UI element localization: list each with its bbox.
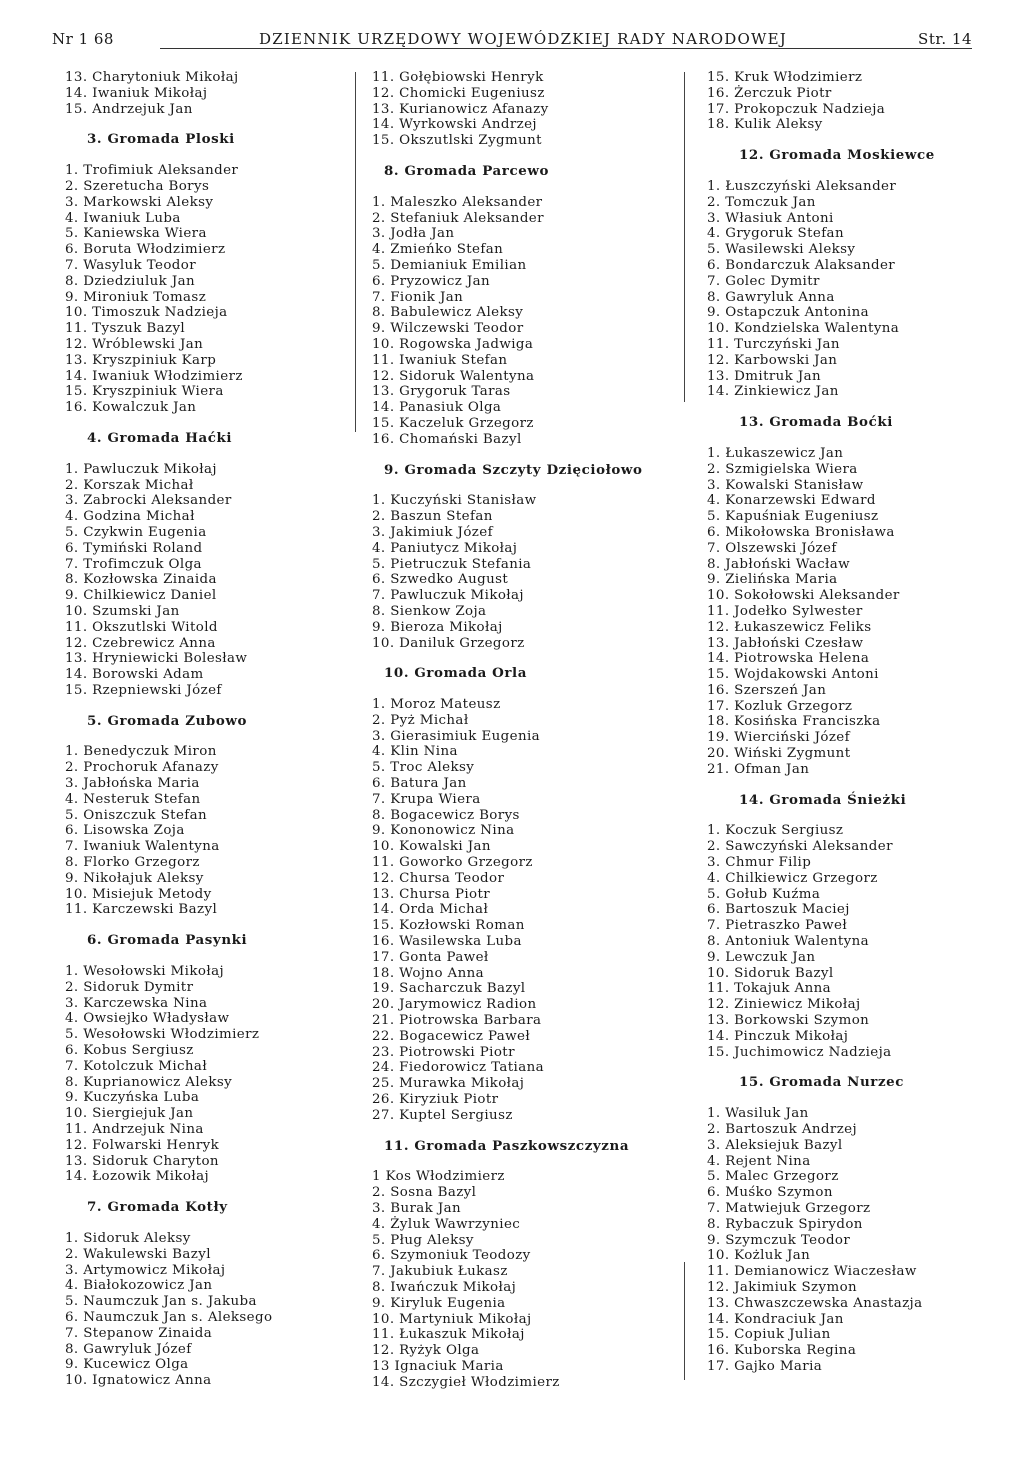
column-divider	[684, 1262, 685, 1380]
list-item: 21. Piotrowska Barbara	[372, 1013, 542, 1029]
list-item: 6. Bondarczuk Alaksander	[707, 257, 896, 273]
list-item: 9. Mironiuk Tomasz	[65, 289, 207, 305]
issue-number: Nr 1 68	[52, 30, 114, 48]
list-item: 7. Golec Dymitr	[707, 273, 820, 289]
column-divider	[355, 72, 356, 432]
list-item: 4. Zmieńko Stefan	[372, 242, 504, 258]
list-item: 14. Iwaniuk Mikołaj	[65, 85, 208, 101]
list-item: 1. Benedyczuk Miron	[65, 744, 217, 760]
list-item: 5. Wasilewski Aleksy	[707, 242, 856, 258]
list-item: 1. Trofimiuk Aleksander	[65, 163, 239, 179]
list-item: 2. Sosna Bazyl	[372, 1185, 477, 1201]
list-item: 13. Chursa Piotr	[372, 886, 491, 902]
list-item: 2. Sawczyński Aleksander	[707, 839, 893, 855]
list-item: 17. Kozluk Grzegorz	[707, 698, 853, 714]
list-item: 1. Kuczyński Stanisław	[372, 493, 537, 509]
list-item: 1. Wesołowski Mikołaj	[65, 964, 224, 980]
list-item: 3. Zabrocki Aleksander	[65, 493, 232, 509]
list-item: 13. Borkowski Szymon	[707, 1013, 870, 1029]
list-item: 20. Jarymowicz Radion	[372, 997, 537, 1013]
list-item: 7. Fionik Jan	[372, 289, 464, 305]
list-item: 13. Jabłoński Czesław	[707, 635, 864, 651]
gromada-title: 10. Gromada Orla	[384, 665, 528, 682]
list-item: 1. Sidoruk Aleksy	[65, 1231, 191, 1246]
list-item: 15. Kozłowski Roman	[372, 918, 525, 934]
list-item: 5. Gołub Kuźma	[707, 886, 821, 902]
list-item: 3. Własiuk Antoni	[707, 210, 834, 226]
list-item: 6. Lisowska Zoja	[65, 823, 185, 839]
list-item: 15. Andrzejuk Jan	[65, 101, 193, 117]
list-item: 14. Łozowik Mikołaj	[65, 1169, 210, 1185]
list-item: 4. Białokozowicz Jan	[65, 1278, 213, 1294]
list-item: 4. Owsiejko Władysław	[65, 1011, 230, 1027]
list-item: 12. Ryżyk Olga	[372, 1343, 480, 1359]
gromada-title: 4. Gromada Haćki	[87, 429, 233, 446]
list-item: 17. Gajko Maria	[707, 1358, 823, 1374]
list-item: 15. Kruk Włodzimierz	[707, 70, 863, 85]
list-item: 13. Sidoruk Charyton	[65, 1153, 219, 1169]
list-item: 7. Stepanow Zinaida	[65, 1325, 213, 1341]
list-item: 2. Korszak Michał	[65, 477, 194, 493]
list-item: 3. Jodła Jan	[372, 226, 455, 242]
list-item: 5. Kaniewska Wiera	[65, 226, 207, 242]
list-item: 8. Iwańczuk Mikołaj	[372, 1279, 517, 1295]
list-item: 9. Chilkiewicz Daniel	[65, 588, 217, 604]
column-2	[372, 70, 672, 1391]
gromada-title: 12. Gromada Moskiewce	[739, 147, 935, 164]
list-item: 4. Konarzewski Edward	[707, 493, 876, 509]
list-item: 14. Pinczuk Mikołaj	[707, 1028, 849, 1044]
list-item: 7. Matwiejuk Grzegorz	[707, 1201, 871, 1216]
list-item: 24. Fiedorowicz Tatiana	[372, 1060, 545, 1076]
list-item: 6. Muśko Szymon	[707, 1185, 833, 1201]
list-item: 15. Wojdakowski Antoni	[707, 667, 879, 683]
list-item: 4. Paniutycz Mikołaj	[372, 540, 518, 556]
list-item: 7. Krupa Wiera	[372, 791, 481, 807]
list-item: 10. Siergiejuk Jan	[65, 1106, 194, 1122]
list-item: 1 Kos Włodzimierz	[372, 1169, 505, 1185]
list-item: 4. Iwaniuk Luba	[65, 210, 181, 226]
list-item: 17. Prokopczuk Nadzieja	[707, 101, 886, 117]
list-item: 17. Gonta Paweł	[372, 949, 489, 965]
list-item: 25. Murawka Mikołaj	[372, 1076, 525, 1092]
header-rule	[160, 48, 972, 49]
list-item: 14. Zinkiewicz Jan	[707, 384, 839, 400]
list-item: 5. Troc Aleksy	[372, 760, 475, 776]
gromada-title: 14. Gromada Śnieżki	[739, 791, 907, 808]
list-item: 10. Timoszuk Nadzieja	[65, 305, 228, 321]
list-item: 8. Kuprianowicz Aleksy	[65, 1074, 233, 1090]
list-item: 13. Grygoruk Taras	[372, 384, 511, 400]
column-1	[65, 70, 355, 1389]
list-item: 2. Bartoszuk Andrzej	[707, 1122, 858, 1138]
list-item: 13. Chwaszczewska Anastazja	[707, 1295, 923, 1311]
list-item: 6. Szymoniuk Teodozy	[372, 1248, 531, 1264]
list-item: 13. Hryniewicki Bolesław	[65, 651, 248, 667]
list-item: 14. Orda Michał	[372, 902, 489, 918]
list-item: 6. Pryzowicz Jan	[372, 273, 491, 289]
list-item: 22. Bogacewicz Paweł	[372, 1028, 531, 1044]
list-item: 2. Wakulewski Bazyl	[65, 1246, 211, 1262]
list-item: 2. Pyż Michał	[372, 712, 469, 728]
gromada-title: 9. Gromada Szczyty Dzięciołowo	[384, 461, 643, 478]
list-item: 18. Kosińska Franciszka	[707, 714, 881, 730]
list-item: 12. Wróblewski Jan	[65, 336, 204, 352]
list-item: 10. Rogowska Jadwiga	[372, 336, 534, 352]
list-item: 3. Artymowicz Mikołaj	[65, 1262, 226, 1278]
list-item: 11. Gołębiowski Henryk	[372, 70, 544, 85]
list-item: 10. Misiejuk Metody	[65, 886, 212, 902]
list-item: 9. Nikołajuk Aleksy	[65, 870, 204, 886]
list-item: 1. Łukaszewicz Jan	[707, 445, 844, 461]
list-item: 8. Babulewicz Aleksy	[372, 305, 524, 321]
list-item: 6. Kobus Sergiusz	[65, 1043, 194, 1059]
list-item: 11. Karczewski Bazyl	[65, 902, 218, 918]
list-item: 5. Wesołowski Włodzimierz	[65, 1027, 260, 1043]
list-item: 12. Folwarski Henryk	[65, 1137, 220, 1153]
list-item: 16. Chomański Bazyl	[372, 431, 522, 447]
list-item: 18. Kulik Aleksy	[707, 117, 823, 133]
list-item: 3. Aleksiejuk Bazyl	[707, 1137, 843, 1153]
list-item: 11. Jodełko Sylwester	[707, 603, 863, 619]
list-item: 9. Lewczuk Jan	[707, 949, 816, 965]
list-item: 4. Chilkiewicz Grzegorz	[707, 870, 878, 886]
list-item: 3. Jabłońska Maria	[65, 776, 200, 792]
list-item: 1. Łuszczyński Aleksander	[707, 178, 897, 194]
list-item: 9. Wilczewski Teodor	[372, 321, 524, 337]
list-item: 9. Ostapczuk Antonina	[707, 305, 870, 321]
list-item: 9. Kononowicz Nina	[372, 823, 515, 839]
list-item: 10. Martyniuk Mikołaj	[372, 1311, 532, 1327]
list-item: 13. Charytoniuk Mikołaj	[65, 70, 239, 85]
list-item: 8. Rybaczuk Spirydon	[707, 1216, 863, 1232]
list-item: 1. Moroz Mateusz	[372, 697, 501, 713]
column-3	[707, 70, 1007, 1375]
list-item: 14. Borowski Adam	[65, 667, 204, 683]
list-item: 4. Żyluk Wawrzyniec	[372, 1216, 521, 1232]
list-item: 2. Baszun Stefan	[372, 509, 493, 525]
journal-title: DZIENNIK URZĘDOWY WOJEWÓDZKIEJ RADY NARODOWEJ	[259, 30, 787, 48]
page-number: Str. 14	[918, 30, 972, 48]
list-item: 10. Sidoruk Bazyl	[707, 965, 834, 981]
list-item: 12. Czebrewicz Anna	[65, 635, 216, 651]
list-item: 27. Kuptel Sergiusz	[372, 1107, 513, 1123]
list-item: 1. Koczuk Sergiusz	[707, 823, 844, 839]
list-item: 3. Gierasimiuk Eugenia	[372, 728, 541, 744]
list-item: 1. Pawluczuk Mikołaj	[65, 461, 217, 477]
list-item: 11. Tyszuk Bazyl	[65, 321, 186, 337]
list-item: 14. Iwaniuk Włodzimierz	[65, 368, 243, 384]
list-item: 4. Rejent Nina	[707, 1153, 811, 1169]
gromada-title: 8. Gromada Parcewo	[384, 162, 549, 179]
list-item: 10. Ignatowicz Anna	[65, 1373, 212, 1389]
gromada-title: 13. Gromada Boćki	[739, 414, 893, 431]
list-item: 23. Piotrowski Piotr	[372, 1044, 515, 1060]
list-item: 10. Sokołowski Aleksander	[707, 588, 900, 604]
list-item: 14. Panasiuk Olga	[372, 400, 502, 416]
list-item: 4. Nesteruk Stefan	[65, 791, 201, 807]
list-item: 6. Tymiński Roland	[65, 540, 203, 556]
gromada-title: 3. Gromada Ploski	[87, 131, 235, 148]
list-item: 16. Kowalczuk Jan	[65, 400, 197, 416]
list-item: 15. Kryszpiniuk Wiera	[65, 384, 224, 400]
list-item: 8. Jabłoński Wacław	[707, 556, 850, 572]
list-item: 10. Daniluk Grzegorz	[372, 635, 525, 651]
column-divider	[684, 72, 685, 402]
list-item: 5. Demianiuk Emilian	[372, 257, 527, 273]
list-item: 10. Szumski Jan	[65, 603, 180, 619]
list-item: 3. Jakimiuk Józef	[372, 524, 493, 540]
list-item: 12. Ziniewicz Mikołaj	[707, 997, 861, 1013]
list-item: 8. Florko Grzegorz	[65, 855, 200, 871]
list-item: 13. Kurianowicz Afanazy	[372, 101, 549, 117]
list-item: 8. Kozłowska Zinaida	[65, 572, 217, 588]
list-item: 3. Karczewska Nina	[65, 995, 208, 1011]
list-item: 11. Andrzejuk Nina	[65, 1122, 204, 1138]
list-item: 16. Wasilewska Luba	[372, 934, 522, 950]
list-item: 6. Bartoszuk Maciej	[707, 902, 850, 918]
list-item: 7. Jakubiuk Łukasz	[372, 1264, 508, 1280]
list-item: 8. Gawryluk Józef	[65, 1341, 192, 1357]
list-item: 7. Wasyluk Teodor	[65, 257, 197, 273]
list-item: 5. Naumczuk Jan s. Jakuba	[65, 1294, 257, 1310]
list-item: 8. Sienkow Zoja	[372, 603, 487, 619]
list-item: 9. Szymczuk Teodor	[707, 1232, 851, 1248]
list-item: 8. Bogacewicz Borys	[372, 807, 520, 823]
list-item: 13. Dmitruk Jan	[707, 368, 822, 384]
list-item: 8. Gawryluk Anna	[707, 289, 835, 305]
list-item: 2. Szmigielska Wiera	[707, 461, 858, 477]
list-item: 21. Ofman Jan	[707, 761, 810, 777]
list-item: 12. Sidoruk Walentyna	[372, 368, 535, 384]
list-item: 7. Pietraszko Paweł	[707, 918, 848, 934]
list-item: 6. Boruta Włodzimierz	[65, 242, 226, 258]
list-item: 6. Mikołowska Bronisława	[707, 524, 895, 540]
list-item: 2. Szeretucha Borys	[65, 178, 210, 194]
list-item: 2. Stefaniuk Aleksander	[372, 210, 544, 226]
list-item: 5. Czykwin Eugenia	[65, 524, 207, 540]
list-item: 14. Szczygieł Włodzimierz	[372, 1374, 560, 1390]
list-item: 7. Trofimczuk Olga	[65, 556, 202, 572]
list-item: 11. Turczyński Jan	[707, 336, 840, 352]
list-item: 18. Wojno Anna	[372, 965, 485, 981]
list-item: 1. Wasiluk Jan	[707, 1106, 809, 1122]
list-item: 9. Kiryluk Eugenia	[372, 1295, 506, 1311]
list-item: 11. Demianowicz Wiaczesław	[707, 1264, 917, 1280]
list-item: 6. Batura Jan	[372, 776, 467, 792]
list-item: 2. Prochoruk Afanazy	[65, 760, 219, 776]
list-item: 5. Pietruczuk Stefania	[372, 556, 532, 572]
list-item: 13 Ignaciuk Maria	[372, 1358, 504, 1374]
list-item: 4. Grygoruk Stefan	[707, 226, 844, 242]
list-item: 3. Chmur Filip	[707, 855, 812, 871]
list-item: 5. Malec Grzegorz	[707, 1169, 839, 1185]
list-item: 26. Kiryziuk Piotr	[372, 1092, 499, 1108]
gromada-title: 7. Gromada Kotły	[87, 1199, 228, 1216]
list-item: 12. Jakimiuk Szymon	[707, 1279, 858, 1295]
list-item: 11. Goworko Grzegorz	[372, 855, 533, 871]
gromada-title: 11. Gromada Paszkowszczyzna	[384, 1137, 630, 1154]
list-item: 19. Sacharczuk Bazyl	[372, 981, 526, 997]
list-item: 9. Kucewicz Olga	[65, 1357, 189, 1373]
gromada-title: 5. Gromada Zubowo	[87, 712, 248, 729]
list-item: 10. Kożluk Jan	[707, 1248, 811, 1264]
list-item: 8. Dziedziuluk Jan	[65, 273, 196, 289]
list-item: 12. Chursa Teodor	[372, 870, 505, 886]
list-item: 2. Tomczuk Jan	[707, 194, 816, 210]
list-item: 15. Copiuk Julian	[707, 1327, 831, 1343]
page-header	[52, 30, 972, 54]
list-item: 15. Kaczeluk Grzegorz	[372, 415, 534, 431]
list-item: 12. Łukaszewicz Feliks	[707, 619, 872, 635]
list-item: 11. Iwaniuk Stefan	[372, 352, 508, 368]
list-item: 1. Maleszko Aleksander	[372, 194, 543, 210]
list-item: 12. Karbowski Jan	[707, 352, 838, 368]
list-item: 7. Kotolczuk Michał	[65, 1058, 208, 1074]
list-item: 15. Okszutlski Zygmunt	[372, 133, 542, 149]
list-item: 16. Żerczuk Piotr	[707, 85, 832, 101]
list-item: 8. Antoniuk Walentyna	[707, 934, 870, 950]
list-item: 5. Pług Aleksy	[372, 1232, 474, 1248]
list-item: 10. Kowalski Jan	[372, 839, 491, 855]
list-item: 14. Kondraciuk Jan	[707, 1311, 844, 1327]
list-item: 11. Tokajuk Anna	[707, 981, 832, 997]
list-item: 7. Iwaniuk Walentyna	[65, 839, 220, 855]
list-item: 14. Piotrowska Helena	[707, 651, 870, 667]
list-item: 2. Sidoruk Dymitr	[65, 979, 194, 995]
list-item: 9. Bieroza Mikołaj	[372, 619, 503, 635]
list-item: 15. Rzepniewski Józef	[65, 682, 222, 698]
list-item: 4. Godzina Michał	[65, 509, 195, 525]
list-item: 9. Kuczyńska Luba	[65, 1090, 200, 1106]
gromada-title: 6. Gromada Pasynki	[87, 932, 248, 949]
list-item: 19. Wierciński Józef	[707, 730, 850, 746]
list-item: 5. Oniszczuk Stefan	[65, 807, 208, 823]
list-item: 3. Burak Jan	[372, 1201, 462, 1216]
list-item: 6. Naumczuk Jan s. Aleksego	[65, 1309, 273, 1325]
list-item: 11. Okszutlski Witold	[65, 619, 218, 635]
list-item: 15. Juchimowicz Nadzieja	[707, 1044, 892, 1060]
list-item: 7. Pawluczuk Mikołaj	[372, 588, 524, 604]
list-item: 7. Olszewski Józef	[707, 540, 837, 556]
list-item: 16. Szerszeń Jan	[707, 682, 827, 698]
list-item: 20. Wiński Zygmunt	[707, 746, 851, 762]
list-item: 3. Markowski Aleksy	[65, 194, 214, 210]
list-item: 5. Kapuśniak Eugeniusz	[707, 509, 879, 525]
list-item: 10. Kondzielska Walentyna	[707, 321, 900, 337]
list-item: 9. Zielińska Maria	[707, 572, 838, 588]
list-item: 4. Klin Nina	[372, 744, 458, 760]
list-item: 14. Wyrkowski Andrzej	[372, 117, 537, 133]
list-item: 3. Kowalski Stanisław	[707, 477, 864, 493]
list-item: 6. Szwedko August	[372, 572, 509, 588]
gromada-title: 15. Gromada Nurzec	[739, 1074, 905, 1091]
list-item: 11. Łukaszuk Mikołaj	[372, 1327, 525, 1343]
list-item: 16. Kuborska Regina	[707, 1343, 857, 1359]
list-item: 13. Kryszpiniuk Karp	[65, 352, 217, 368]
list-item: 12. Chomicki Eugeniusz	[372, 85, 545, 101]
